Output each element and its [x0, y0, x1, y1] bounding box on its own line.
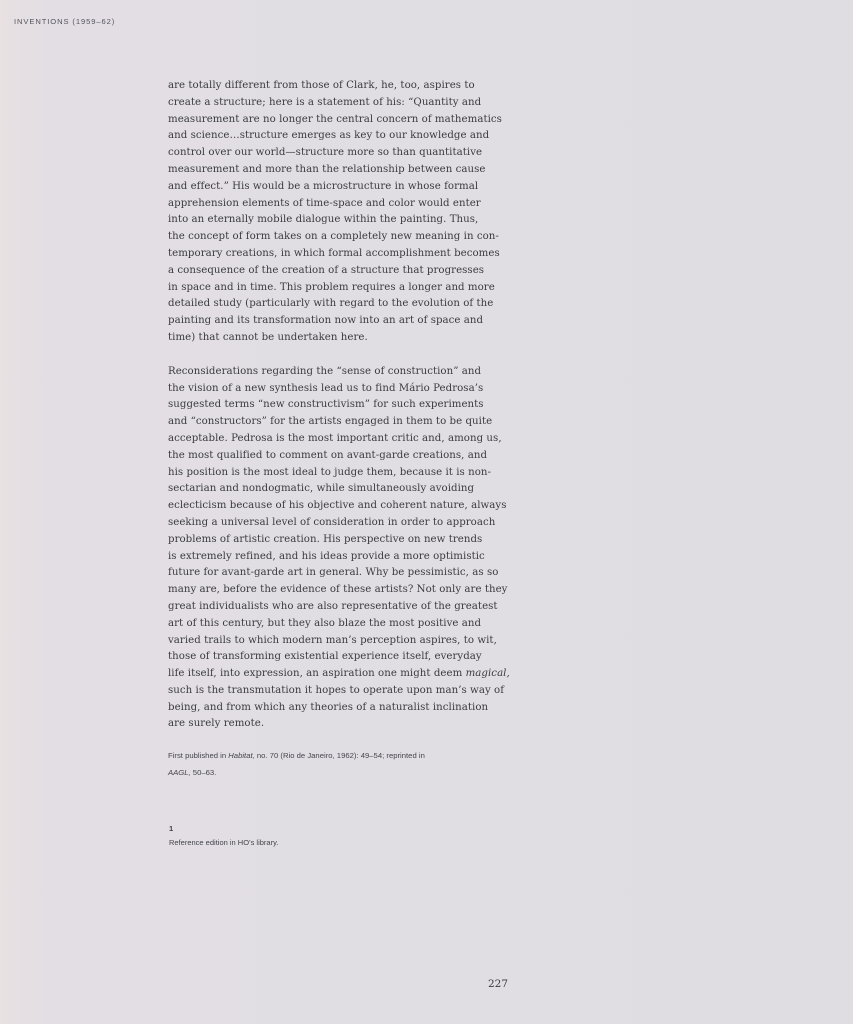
text-line: temporary creations, in which formal accomplishment becomes: [168, 247, 500, 259]
running-head: INVENTIONS (1959–62): [14, 17, 116, 26]
text-segment: life itself, into expression, an aspiration one might deem: [168, 668, 463, 680]
text-line: seeking a universal level of consideration in order to approach: [168, 516, 496, 528]
text-line: and science…structure emerges as key to our knowledge and: [168, 130, 490, 142]
text-line: is extremely refined, and his ideas provide a more optimistic: [168, 550, 485, 562]
journal-title: Habitat,: [228, 751, 255, 760]
text-line: painting and its transformation now into an art of space and: [168, 315, 484, 327]
paragraph-1: [168, 78, 502, 347]
text-line: suggested terms “new constructivism” for such experiments: [168, 399, 484, 411]
text-line: being, and from which any theories of a naturalist inclination: [168, 701, 489, 713]
text-line: great individualists who are also representative of the greatest: [168, 600, 498, 612]
text-line: many are, before the evidence of these artists? Not only are they: [168, 584, 508, 596]
text-line: measurement are no longer the central concern of mathematics: [168, 113, 502, 125]
reprint-title: AAGL,: [168, 767, 191, 777]
text-line: the vision of a new synthesis lead us to find Mário Pedrosa’s: [168, 382, 484, 394]
text-line: create a structure; here is a statement of his: “Quantity and: [168, 96, 482, 108]
text-line: varied trails to which modern man’s perception aspires, to wit,: [168, 634, 497, 646]
body-text: [168, 78, 510, 733]
text-line: apprehension elements of time-space and color would enter: [168, 197, 481, 209]
text-line: his position is the most ideal to judge them, because it is non-: [168, 466, 492, 478]
source-note: [168, 748, 488, 781]
text-line: Reconsiderations regarding the “sense of construction” and: [168, 365, 482, 377]
text-line: art of this century, but they also blaze the most positive and: [168, 617, 482, 629]
source-line-1: [168, 748, 488, 765]
italic-word: magical,: [465, 668, 510, 680]
text-line: future for avant-garde art in general. Why be pessimistic, as so: [168, 567, 499, 579]
text-line: in space and in time. This problem requires a longer and more: [168, 281, 495, 293]
paragraph-gap: [168, 347, 484, 364]
text-line: eclecticism because of his objective and coherent nature, always: [168, 500, 507, 512]
text-line: time) that cannot be undertaken here.: [168, 331, 368, 343]
text-line: the concept of form takes on a completely new meaning in con-: [168, 231, 499, 243]
source-line-2: [168, 765, 488, 782]
text-line: are surely remote.: [168, 718, 265, 730]
text-line: into an eternally mobile dialogue within the painting. Thus,: [168, 214, 479, 226]
reprint-pages: 50–63.: [190, 767, 217, 777]
text-line: acceptable. Pedrosa is the most important critic and, among us,: [168, 432, 502, 444]
text-line: those of transforming existential experience itself, everyday: [168, 651, 482, 663]
text-line: sectarian and nondogmatic, while simultaneously avoiding: [168, 483, 475, 495]
source-details: no. 70 (Rio de Janeiro, 1962): 49–54; reprinted in: [254, 751, 425, 760]
text-line-with-italic: [168, 666, 510, 683]
text-line: measurement and more than the relationship between cause: [168, 163, 486, 175]
paragraph-2: [168, 364, 510, 734]
text-line: and effect.” His would be a microstructure in whose formal: [168, 180, 479, 192]
text-line: a consequence of the creation of a structure that progresses: [168, 264, 485, 276]
text-line: and “constructors” for the artists engaged in them to be quite: [168, 416, 493, 428]
footnote-number: 1: [169, 824, 174, 833]
source-prefix: First published in: [168, 751, 229, 760]
text-line: such is the transmutation it hopes to operate upon man’s way of: [168, 684, 505, 696]
footnote-text: Reference edition in HO’s library.: [169, 838, 279, 847]
page-number: 227: [488, 978, 509, 990]
text-line: problems of artistic creation. His perspective on new trends: [168, 533, 483, 545]
text-line: control over our world—structure more so than quantitative: [168, 147, 483, 159]
text-line: detailed study (particularly with regard to the evolution of the: [168, 298, 494, 310]
text-line: the most qualified to comment on avant-garde creations, and: [168, 449, 488, 461]
text-line: are totally different from those of Clark, he, too, aspires to: [168, 80, 475, 91]
